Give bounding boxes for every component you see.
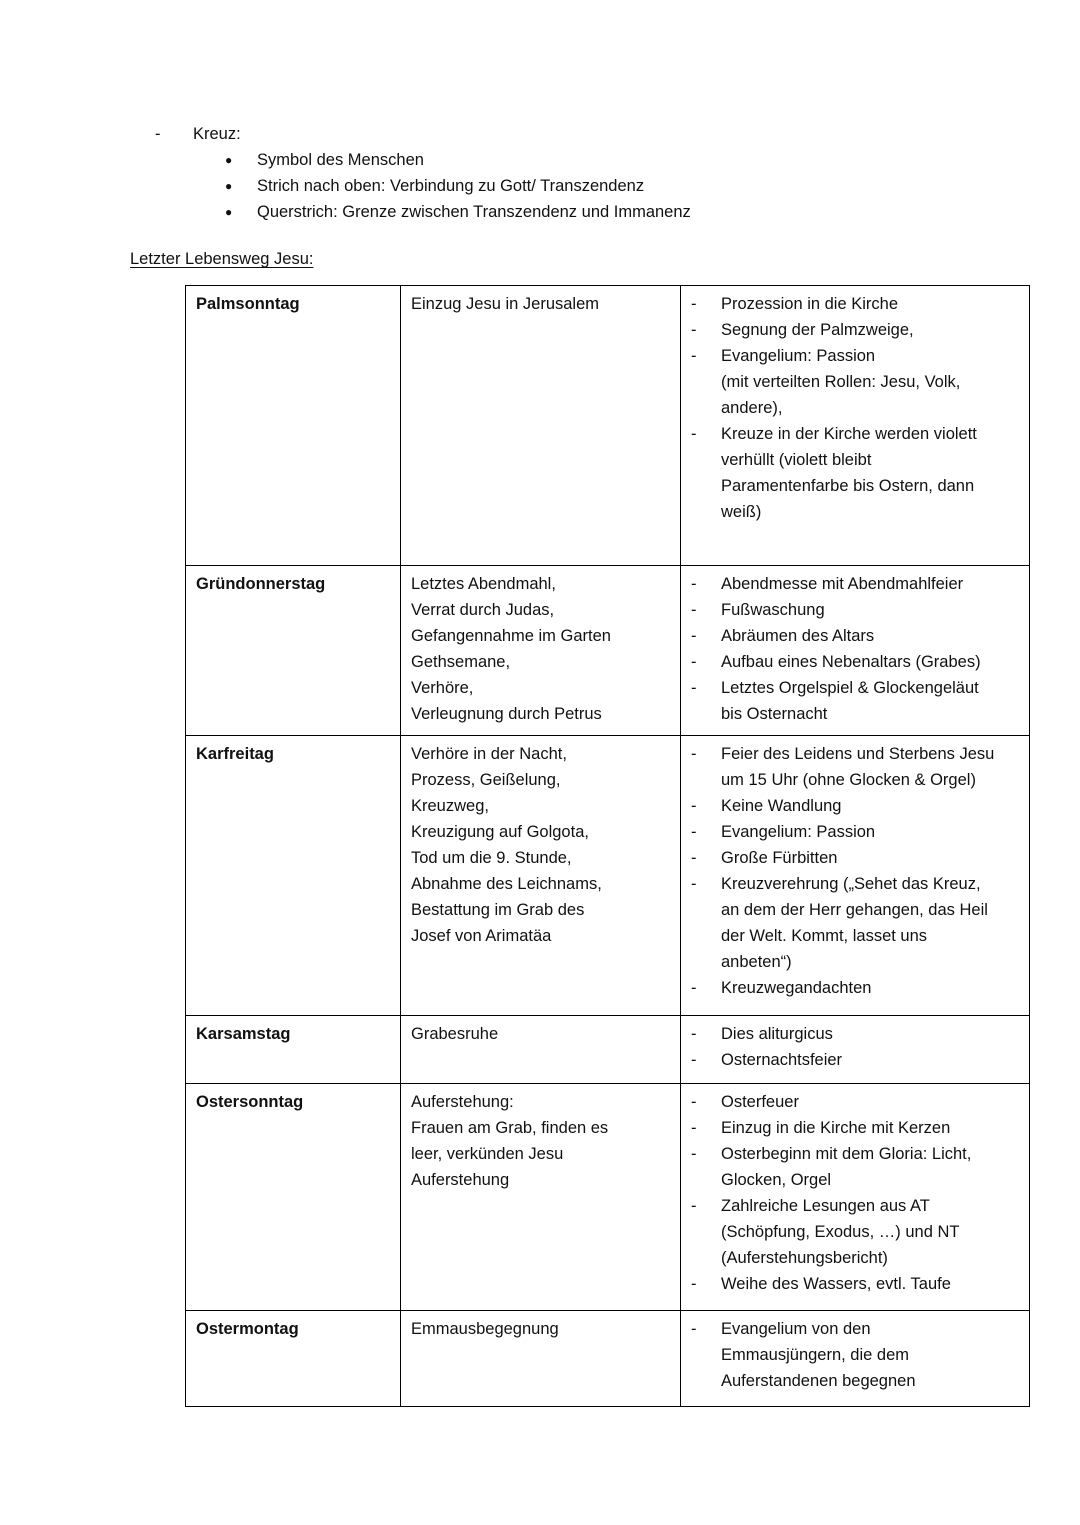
events-cell: Grabesruhe bbox=[401, 1016, 681, 1083]
bullet-text: Querstrich: Grenze zwischen Transzendenz und Immanenz bbox=[257, 203, 691, 221]
holy-week-table bbox=[185, 285, 1030, 1407]
dash-marker: - bbox=[691, 875, 697, 893]
bullet-text: Symbol des Menschen bbox=[257, 151, 424, 169]
list-item-text: Große Fürbitten bbox=[721, 849, 838, 867]
list-item-text: Dies aliturgicus bbox=[721, 1025, 833, 1043]
dash-marker: - bbox=[691, 979, 697, 997]
day-cell: Karfreitag bbox=[186, 736, 401, 1015]
list-item bbox=[691, 571, 1021, 597]
list-item bbox=[691, 597, 1021, 623]
table-row bbox=[186, 1016, 1029, 1084]
list-item-text: Aufbau eines Nebenaltars (Grabes) bbox=[721, 653, 981, 671]
list-item bbox=[691, 1115, 1021, 1141]
intro-line bbox=[155, 121, 1080, 147]
table-row bbox=[186, 736, 1029, 1016]
list-item-text: Abräumen des Altars bbox=[721, 627, 875, 645]
liturgy-cell bbox=[681, 1016, 1029, 1083]
list-item bbox=[691, 649, 1021, 675]
table-row bbox=[186, 1084, 1029, 1311]
list-item-text: Segnung der Palmzweige, bbox=[721, 321, 914, 339]
list-item bbox=[691, 1141, 1021, 1193]
bullet-icon: ● bbox=[225, 179, 233, 193]
dash-marker: - bbox=[155, 125, 161, 143]
dash-marker: - bbox=[691, 575, 697, 593]
dash-marker: - bbox=[691, 797, 697, 815]
day-cell: Palmsonntag bbox=[186, 286, 401, 565]
list-item-text: Fußwaschung bbox=[721, 601, 825, 619]
dash-marker: - bbox=[691, 425, 697, 443]
liturgy-cell bbox=[681, 566, 1029, 735]
list-item bbox=[691, 317, 1021, 343]
dash-marker: - bbox=[691, 627, 697, 645]
events-cell: Einzug Jesu in Jerusalem bbox=[401, 286, 681, 565]
dash-marker: - bbox=[691, 1025, 697, 1043]
list-item bbox=[691, 1316, 1021, 1394]
list-item-text: Letztes Orgelspiel & Glockengeläut bis Osternacht bbox=[721, 679, 979, 723]
bullet-icon: ● bbox=[225, 205, 233, 219]
list-item-text: Kreuzwegandachten bbox=[721, 979, 872, 997]
list-item bbox=[691, 819, 1021, 845]
table-row bbox=[186, 566, 1029, 736]
bullet-item bbox=[225, 173, 1080, 199]
liturgy-cell bbox=[681, 1311, 1029, 1406]
table-row bbox=[186, 286, 1029, 566]
dash-marker: - bbox=[691, 823, 697, 841]
list-item-text: Kreuzverehrung („Sehet das Kreuz, an dem der Herr gehangen, das Heil der Welt. Kommt, lasset uns anbeten“) bbox=[721, 875, 988, 971]
dash-marker: - bbox=[691, 849, 697, 867]
list-item bbox=[691, 975, 1021, 1001]
events-cell: Auferstehung: Frauen am Grab, finden es leer, verkünden Jesu Auferstehung bbox=[401, 1084, 681, 1310]
list-item-text: Evangelium von den Emmausjüngern, die dem Auferstandenen begegnen bbox=[721, 1320, 916, 1390]
list-item bbox=[691, 845, 1021, 871]
day-cell: Ostersonntag bbox=[186, 1084, 401, 1310]
liturgy-cell bbox=[681, 286, 1029, 565]
intro-section bbox=[155, 121, 1080, 225]
liturgy-cell bbox=[681, 1084, 1029, 1310]
list-item-text: Kreuze in der Kirche werden violett verhüllt (violett bleibt Paramentenfarbe bis Ostern, dann weiß) bbox=[721, 425, 977, 521]
events-cell: Emmausbegegnung bbox=[401, 1311, 681, 1406]
list-item bbox=[691, 1047, 1021, 1073]
list-item-text: Evangelium: Passion bbox=[721, 823, 876, 841]
list-item bbox=[691, 343, 1021, 421]
dash-marker: - bbox=[691, 321, 697, 339]
list-item-text: Prozession in die Kirche bbox=[721, 295, 899, 313]
dash-marker: - bbox=[691, 745, 697, 763]
day-cell: Ostermontag bbox=[186, 1311, 401, 1406]
events-cell: Letztes Abendmahl, Verrat durch Judas, Gefangennahme im Garten Gethsemane, Verhöre, Verleugnung durch Petrus bbox=[401, 566, 681, 735]
dash-marker: - bbox=[691, 601, 697, 619]
table-row bbox=[186, 1311, 1029, 1406]
dash-marker: - bbox=[691, 1051, 697, 1069]
list-item-text: Zahlreiche Lesungen aus AT (Schöpfung, Exodus, …) und NT (Auferstehungsbericht) bbox=[721, 1197, 960, 1267]
dash-marker: - bbox=[691, 1320, 697, 1338]
dash-marker: - bbox=[691, 679, 697, 697]
list-item bbox=[691, 675, 1021, 727]
dash-marker: - bbox=[691, 295, 697, 313]
list-item bbox=[691, 871, 1021, 975]
list-item-text: Osternachtsfeier bbox=[721, 1051, 843, 1069]
dash-marker: - bbox=[691, 1119, 697, 1137]
list-item-text: Feier des Leidens und Sterbens Jesu um 15 Uhr (ohne Glocken & Orgel) bbox=[721, 745, 995, 789]
list-item bbox=[691, 623, 1021, 649]
dash-marker: - bbox=[691, 347, 697, 365]
day-cell: Gründonnerstag bbox=[186, 566, 401, 735]
bullet-text: Strich nach oben: Verbindung zu Gott/ Transzendenz bbox=[257, 177, 645, 195]
list-item bbox=[691, 793, 1021, 819]
list-item-text: Osterbeginn mit dem Gloria: Licht, Glocken, Orgel bbox=[721, 1145, 972, 1189]
events-cell: Verhöre in der Nacht, Prozess, Geißelung, Kreuzweg, Kreuzigung auf Golgota, Tod um die 9. Stunde, Abnahme des Leichnams, Bestattung im Grab des Josef von Arimatäa bbox=[401, 736, 681, 1015]
list-item bbox=[691, 291, 1021, 317]
dash-marker: - bbox=[691, 1275, 697, 1293]
list-item bbox=[691, 1021, 1021, 1047]
list-item-text: Einzug in die Kirche mit Kerzen bbox=[721, 1119, 951, 1137]
list-item bbox=[691, 421, 1021, 525]
list-item bbox=[691, 741, 1021, 793]
list-item-text: Abendmesse mit Abendmahlfeier bbox=[721, 575, 964, 593]
intro-label: Kreuz: bbox=[193, 125, 241, 143]
dash-marker: - bbox=[691, 1145, 697, 1163]
list-item-text: Weihe des Wassers, evtl. Taufe bbox=[721, 1275, 951, 1293]
bullet-icon: ● bbox=[225, 153, 233, 167]
dash-marker: - bbox=[691, 1197, 697, 1215]
list-item bbox=[691, 1089, 1021, 1115]
list-item bbox=[691, 1271, 1021, 1297]
liturgy-cell bbox=[681, 736, 1029, 1015]
list-item-text: Keine Wandlung bbox=[721, 797, 842, 815]
list-item-text: Evangelium: Passion (mit verteilten Rollen: Jesu, Volk, andere), bbox=[721, 347, 961, 417]
bullet-item bbox=[225, 199, 1080, 225]
dash-marker: - bbox=[691, 653, 697, 671]
list-item-text: Osterfeuer bbox=[721, 1093, 799, 1111]
bullet-item bbox=[225, 147, 1080, 173]
day-cell: Karsamstag bbox=[186, 1016, 401, 1083]
dash-marker: - bbox=[691, 1093, 697, 1111]
list-item bbox=[691, 1193, 1021, 1271]
section-heading: Letzter Lebensweg Jesu: bbox=[130, 250, 314, 268]
